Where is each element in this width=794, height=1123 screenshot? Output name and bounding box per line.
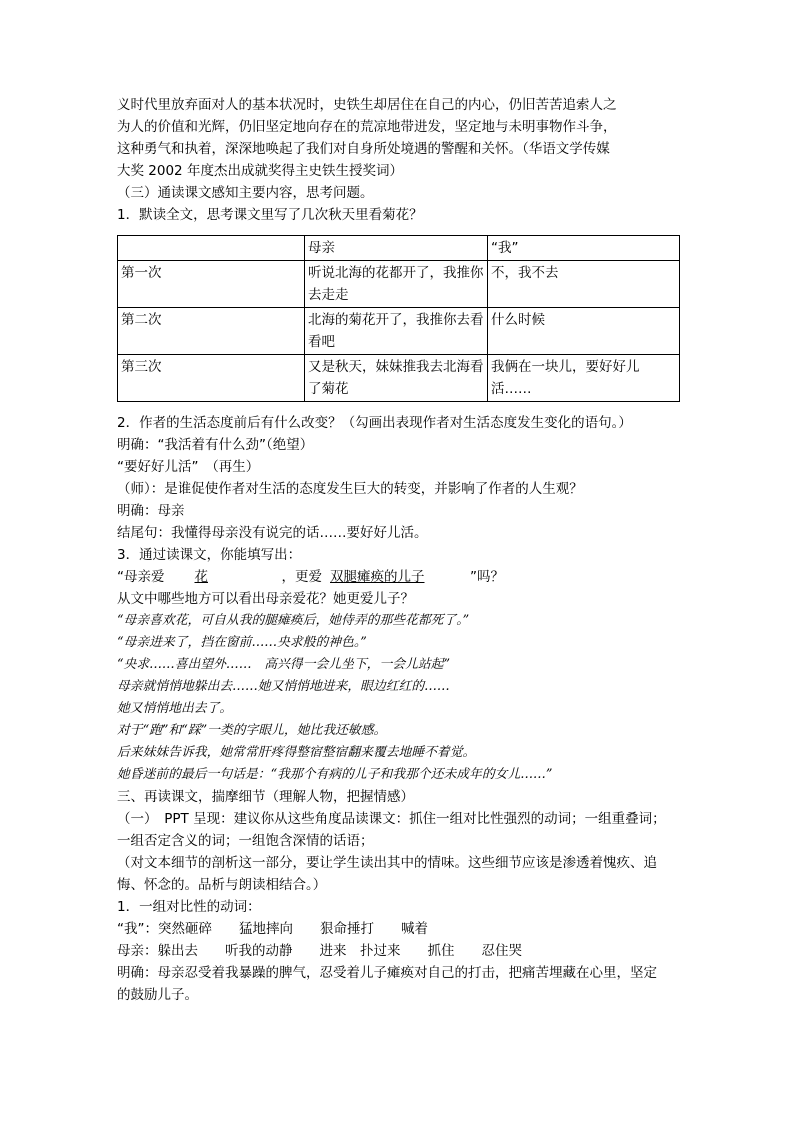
quote-line: 她昏迷前的最后一句话是：“我那个有病的儿子和我那个还未成年的女儿……”: [117, 767, 553, 782]
table-row: [118, 308, 680, 355]
text-line: 母亲：躲出去 听我的动静 进来 扑过来 抓住 忍住哭: [117, 943, 522, 959]
fill-mid: ，更爱: [281, 569, 322, 585]
text-line: 义时代里放弃面对人的基本状况时，史铁生却居住在自己的内心，仍旧苦苦追索人之: [117, 97, 617, 113]
table-row: [118, 261, 680, 308]
question-1: 1．默读全文，思考课文里写了几次秋天里看菊花？: [117, 207, 423, 223]
quote-line: “母亲进来了，挡在窗前……央求般的神色。”: [117, 635, 367, 650]
chrysanthemum-table: [117, 235, 680, 402]
section-heading: （三）通读课文感知主要内容，思考问题。: [117, 185, 374, 201]
text-line: 悔、怀念的。品析与朗读相结合。）: [117, 877, 327, 893]
quote-line: “央求……喜出望外…… 高兴得一会儿坐下，一会儿站起”: [117, 657, 451, 672]
text-line: （一） PPT 呈现：建议你从这些角度品读课文：抓住一组对比性强烈的动词；一组重叠词；: [117, 811, 666, 827]
quote-line: 对于“跑”和“踩”一类的字眼儿，她比我还敏感。: [117, 723, 387, 738]
document-page: [117, 94, 683, 1006]
quote-line: “母亲喜欢花，可自从我的腿瘫痪后，她侍弄的那些花都死了。”: [117, 613, 470, 628]
fill-blank-1: 花: [194, 569, 208, 585]
quote-line: 她又悄悄地出去了。: [117, 701, 233, 716]
section-heading: 三、再读课文，揣摩细节（理解人物，把握情感）: [117, 789, 414, 805]
table-header-cell: “我”: [488, 236, 680, 261]
text-line: 1．一组对比性的动词：: [117, 899, 261, 915]
quote-line: 后来妹妹告诉我，她常常肝疼得整宿整宿翻来覆去地睡不着觉。: [117, 745, 476, 760]
mother-cell: 又是秋天，妹妹推我去北海看了菊花: [305, 355, 488, 402]
text-line: 明确：“我活着有什么劲”（绝望）: [117, 437, 314, 453]
text-line: 这种勇气和执着，深深地唤起了我们对自身所处境遇的警醒和关怀。（华语文学传媒: [117, 141, 610, 157]
fill-in-line: [117, 566, 683, 588]
table-header-row: [118, 236, 680, 261]
question-2-block: [117, 412, 683, 544]
text-line: 的鼓励儿子。: [117, 987, 198, 1003]
me-cell: 不，我不去: [488, 261, 680, 308]
text-line: 一组否定含义的词；一组饱含深情的话语；: [117, 833, 374, 849]
intro-paragraph: [117, 94, 683, 182]
text-line: 结尾句：我懂得母亲没有说完的话……要好好儿活。: [117, 525, 428, 541]
question-3: 3．通过读课文，你能填写出：: [117, 547, 302, 563]
me-cell: 什么时候: [488, 308, 680, 355]
text-line: （师）：是谁促使作者对生活的态度发生巨大的转变，并影响了作者的人生观？: [117, 481, 583, 497]
row-label: 第三次: [118, 355, 305, 402]
table-row: [118, 355, 680, 402]
mother-cell: 北海的菊花开了，我推你去看看吧: [305, 308, 488, 355]
me-cell: 我俩在一块儿，要好好儿活……: [488, 355, 680, 402]
text-line: “要好好儿活” （再生）: [117, 459, 260, 475]
text-line: 明确：母亲: [117, 503, 185, 519]
text-line: 2．作者的生活态度前后有什么改变？（勾画出表现作者对生活态度发生变化的语句。）: [117, 415, 632, 431]
fill-blank-2: 双腿瘫痪的儿子: [330, 569, 425, 585]
text-line: “我”：突然砸碎 猛地摔向 狠命捶打 喊着: [117, 921, 428, 937]
question-3-sub: 从文中哪些地方可以看出母亲爱花？她更爱儿子？: [117, 591, 414, 607]
table-header-cell: [118, 236, 305, 261]
table-header-cell: 母亲: [305, 236, 488, 261]
section-three: [117, 786, 683, 1006]
mother-cell: 听说北海的花都开了，我推你去走走: [305, 261, 488, 308]
text-line: 大奖 2002 年度杰出成就奖得主史铁生授奖词）: [117, 163, 403, 179]
fill-pre: “母亲爱: [117, 569, 165, 585]
row-label: 第二次: [118, 308, 305, 355]
text-line: 明确：母亲忍受着我暴躁的脾气，忍受着儿子瘫痪对自己的打击，把痛苦埋藏在心里，坚定: [117, 965, 657, 981]
row-label: 第一次: [118, 261, 305, 308]
fill-post: ”吗？: [470, 569, 504, 585]
text-line: 为人的价值和光辉，仍旧坚定地向存在的荒凉地带进发，坚定地与未明事物作斗争，: [117, 119, 617, 135]
quote-line: 母亲就悄悄地躲出去……她又悄悄地进来，眼边红红的……: [117, 679, 450, 694]
text-line: （对文本细节的剖析这一部分，要让学生读出其中的情味。这些细节应该是渗透着愧疚、追: [117, 855, 657, 871]
quote-list: [117, 610, 683, 786]
